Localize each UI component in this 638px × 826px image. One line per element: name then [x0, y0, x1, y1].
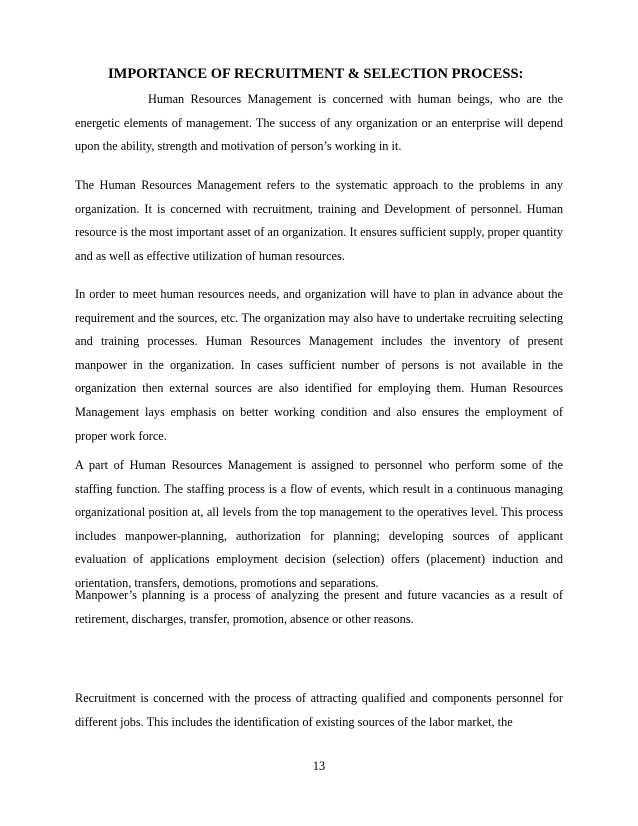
- paragraph-hrm-intro: Human Resources Management is concerned with human beings, who are the energetic elements of management. The success of any organization or an enterprise will depend upon the ability, strength and motivation of person’s working in it.: [75, 92, 563, 154]
- paragraph-staffing-function: A part of Human Resources Management is assigned to personnel who perform some of the staffing function. The staffing process is a flow of events, which result in a continuous managing organizational position at, all levels from the top management to the operatives level. This process includes manpower-planning, authorization for planning; developing sources of applicant evaluation of applications employment decision (selection) offers (placement) induction and orientation, transfers, demotions, promotions and separations.: [75, 458, 563, 590]
- section-heading: IMPORTANCE OF RECRUITMENT & SELECTION PROCESS:: [108, 66, 524, 82]
- paragraph-human-resources-needs: In order to meet human resources needs, and organization will have to plan in advance about the requirement and the sources, etc. The organization may also have to undertake recruiting selecting and training processes. Human Resources Management includes the inventory of present manpower in the organization. In cases sufficient number of persons is not available in the organization then external sources are also identified for employing them. Human Resources Management lays emphasis on better working condition and also ensures the employment of proper work force.: [75, 287, 563, 443]
- page-number: 13: [312, 759, 326, 773]
- paragraph-hrm-systematic-approach: The Human Resources Management refers to the systematic approach to the problems in any organization. It is concerned with recruitment, training and Development of personnel. Human resource is the most important asset of an organization. It ensures sufficient supply, proper quantity and as well as effective utilization of human resources.: [75, 178, 563, 263]
- paragraph-manpower-planning: Manpower’s planning is a process of analyzing the present and future vacancies as a result of retirement, discharges, transfer, promotion, absence or other reasons.: [75, 588, 563, 626]
- paragraph-recruitment: Recruitment is concerned with the process of attracting qualified and components personnel for different jobs. This includes the identification of existing sources of the labor market, the: [75, 691, 563, 729]
